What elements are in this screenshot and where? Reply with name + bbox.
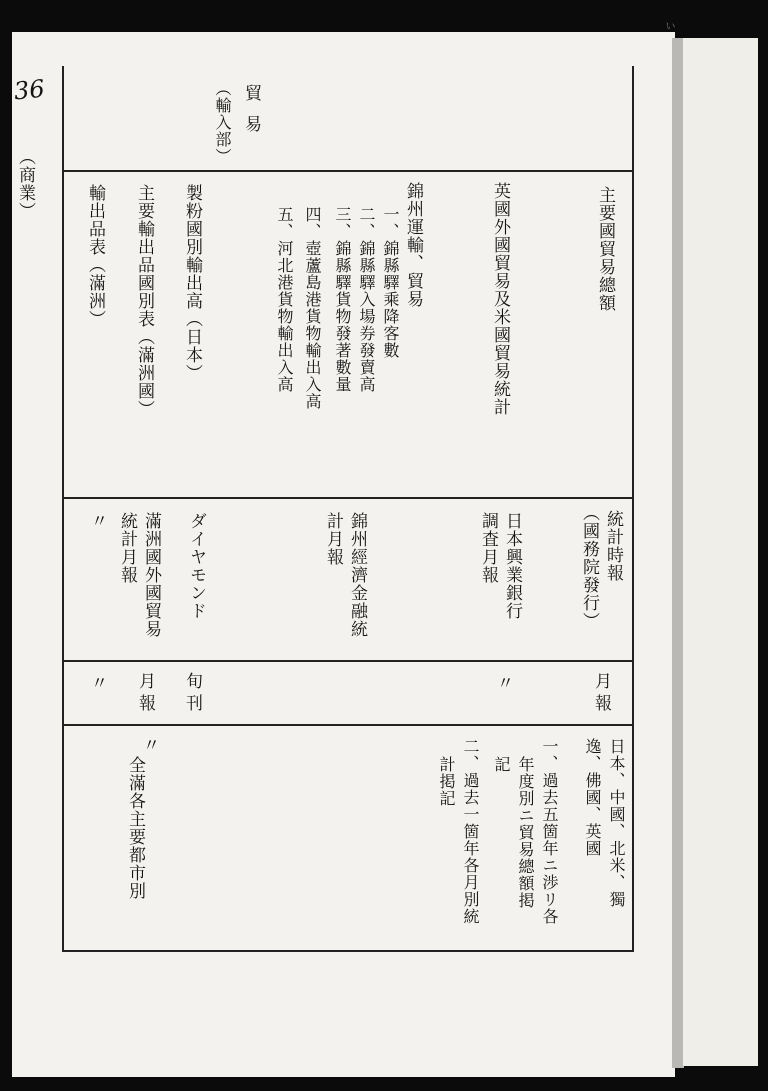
remark-countries: 日本、中國、北米、獨 xyxy=(607,738,626,908)
frequency-ditto-2: 〃 xyxy=(87,674,107,692)
section-title: 貿易 xyxy=(241,84,261,146)
ditto-mark: 〃 xyxy=(87,512,107,530)
frequency-ditto: 〃 xyxy=(493,674,513,692)
source-jinzhou-monthly: 計月報 xyxy=(323,512,343,566)
item-jinzhou-transport: 錦州運輸、貿易 xyxy=(403,182,423,308)
table-bottom-rule xyxy=(62,950,634,952)
item-jinzhou-sub-2: 二、錦縣驛入場券發賣高 xyxy=(357,206,376,393)
frequency-monthly-2: 報 xyxy=(591,694,611,712)
item-jinzhou-sub-1: 一、錦縣驛乘降客數 xyxy=(381,206,400,359)
margin-label: （商業） xyxy=(15,148,35,220)
remark-one-year-2: 計掲記 xyxy=(437,756,456,807)
remark-ditto: 〃 xyxy=(139,736,159,754)
remark-all-manchuria: 全滿各主要都市別 xyxy=(125,756,145,900)
source-manchukuo-trade: 滿洲國外國貿易 xyxy=(141,512,161,638)
frequency-ten-day: 旬 xyxy=(182,672,202,690)
item-jinzhou-sub-3: 三、錦縣驛貨物發著數量 xyxy=(333,206,352,393)
remark-five-years: 一、過去五箇年ニ渉リ各 xyxy=(540,738,559,925)
corner-mark: ぃ xyxy=(664,18,678,33)
remark-countries-2: 逸、佛國、英國 xyxy=(583,738,602,857)
source-statistics-report: 統計時報 xyxy=(603,510,623,582)
remark-five-years-2: 年度別ニ貿易總額掲 xyxy=(516,756,535,909)
section-rule-3 xyxy=(62,724,634,726)
remark-five-years-3: 記 xyxy=(492,756,511,773)
remark-one-year: 二、過去一箇年各月別統 xyxy=(461,738,480,925)
frequency-ten-day-2: 刊 xyxy=(182,694,202,712)
frequency-monthly-4: 報 xyxy=(135,694,155,712)
page-number: 36 xyxy=(12,74,46,106)
section-rule-1 xyxy=(62,497,634,499)
adjacent-page-strip xyxy=(683,38,758,1066)
item-flour-export: 製粉國別輸出高（日本） xyxy=(182,184,202,382)
section-subtitle: （輸入部） xyxy=(213,80,232,165)
item-jinzhou-sub-5: 五、河北港貨物輸出入高 xyxy=(275,206,294,393)
header-rule xyxy=(62,170,634,172)
source-ibj: 日本興業銀行 xyxy=(502,512,522,620)
item-uk-us-trade: 英國外國貿易及米國貿易統計 xyxy=(490,182,510,416)
source-ibj-monthly: 調査月報 xyxy=(478,512,498,584)
item-export-goods: 輸出品表（滿洲） xyxy=(85,184,105,328)
frequency-monthly: 月 xyxy=(591,672,611,690)
source-statistics-publisher: （國務院發行） xyxy=(579,504,599,630)
source-jinzhou-economic: 錦州經濟金融統 xyxy=(347,512,367,638)
item-main-export-by-country: 主要輸出品國別表（滿洲國） xyxy=(134,184,154,418)
section-rule-2 xyxy=(62,660,634,662)
table-left-border xyxy=(62,66,64,952)
item-jinzhou-sub-4: 四、壺蘆島港貨物輸出入高 xyxy=(303,206,322,410)
item-main-trade-total: 主要國貿易總額 xyxy=(595,186,615,312)
source-diamond: ダイヤモンド xyxy=(186,512,206,620)
frequency-monthly-3: 月 xyxy=(135,672,155,690)
table-right-border xyxy=(632,66,634,952)
document-page xyxy=(12,32,675,1077)
source-manchukuo-monthly: 統計月報 xyxy=(117,512,137,584)
